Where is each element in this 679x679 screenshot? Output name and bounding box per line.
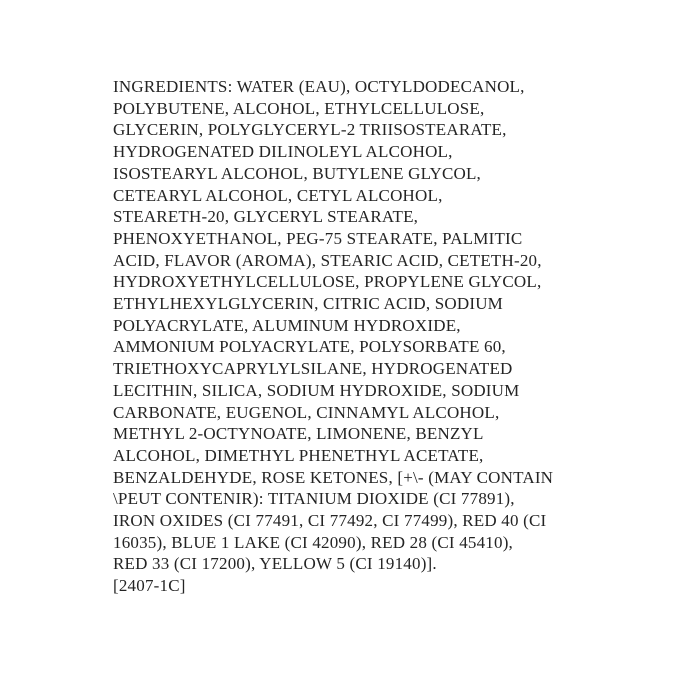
ingredients-line: HYDROGENATED DILINOLEYL ALCOHOL, bbox=[113, 142, 453, 162]
ingredients-line: ACID, FLAVOR (AROMA), STEARIC ACID, CETETH-20, bbox=[113, 250, 542, 270]
batch-code: [2407-1C] bbox=[113, 576, 186, 596]
ingredients-line: TRIETHOXYCAPRYLYLSILANE, HYDROGENATED bbox=[113, 359, 513, 379]
ingredients-line: PHENOXYETHANOL, PEG-75 STEARATE, PALMITIC bbox=[113, 228, 523, 248]
ingredients-line: LECITHIN, SILICA, SODIUM HYDROXIDE, SODIUM bbox=[113, 380, 520, 400]
ingredients-line: POLYBUTENE, ALCOHOL, ETHYLCELLULOSE, bbox=[113, 98, 485, 118]
ingredients-line: POLYACRYLATE, ALUMINUM HYDROXIDE, bbox=[113, 315, 461, 335]
ingredients-line: METHYL 2-OCTYNOATE, LIMONENE, BENZYL bbox=[113, 424, 484, 444]
ingredients-line: CETEARYL ALCOHOL, CETYL ALCOHOL, bbox=[113, 185, 443, 205]
ingredients-line: STEARETH-20, GLYCERYL STEARATE, bbox=[113, 207, 419, 227]
ingredients-line: BENZALDEHYDE, ROSE KETONES, [+\- (MAY CONTAIN bbox=[113, 467, 554, 487]
ingredients-line: \PEUT CONTENIR): TITANIUM DIOXIDE (CI 77891), bbox=[113, 489, 515, 509]
ingredients-line: AMMONIUM POLYACRYLATE, POLYSORBATE 60, bbox=[113, 337, 506, 357]
ingredients-line: HYDROXYETHYLCELLULOSE, PROPYLENE GLYCOL, bbox=[113, 272, 542, 292]
ingredients-line: CARBONATE, EUGENOL, CINNAMYL ALCOHOL, bbox=[113, 402, 500, 422]
ingredients-line: ALCOHOL, DIMETHYL PHENETHYL ACETATE, bbox=[113, 445, 484, 465]
ingredients-line: 16035), BLUE 1 LAKE (CI 42090), RED 28 (CI 45410), bbox=[113, 532, 514, 552]
ingredients-line: GLYCERIN, POLYGLYCERYL-2 TRIISOSTEARATE, bbox=[113, 120, 507, 140]
ingredients-text-block bbox=[113, 76, 588, 597]
ingredients-line: RED 33 (CI 17200), YELLOW 5 (CI 19140)]. bbox=[113, 554, 437, 574]
ingredients-line: INGREDIENTS: WATER (EAU), OCTYLDODECANOL, bbox=[113, 77, 525, 96]
ingredients-line: ETHYLHEXYLGLYCERIN, CITRIC ACID, SODIUM bbox=[113, 294, 503, 314]
ingredients-line: IRON OXIDES (CI 77491, CI 77492, CI 77499), RED 40 (CI bbox=[113, 511, 547, 531]
ingredients-line: ISOSTEARYL ALCOHOL, BUTYLENE GLYCOL, bbox=[113, 163, 481, 183]
